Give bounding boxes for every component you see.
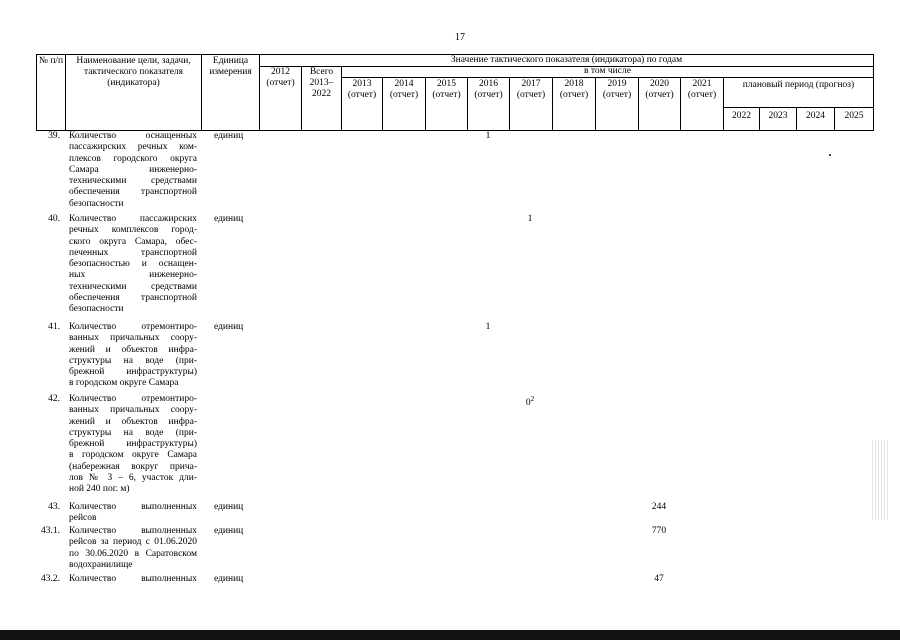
header-year-2021: 2021 (отчет)	[687, 79, 717, 100]
row-number: 43.2.	[41, 574, 60, 584]
header-unit: Единица измерения	[209, 56, 252, 77]
header-name: Наименование цели, задачи, тактического показателя (индикатора)	[76, 56, 191, 88]
header-2012: 2012 (отчет)	[266, 67, 295, 88]
row-unit: единиц	[214, 322, 244, 332]
row-name: Количество выполненных рейсов	[69, 502, 197, 524]
row-name: Количество выполненных рейсов за период с 01.06.2020 по 30.06.2020 в Саратовском водохранилище	[69, 526, 197, 570]
header-values-title: Значение тактического показателя (индикатора) по годам	[450, 55, 683, 65]
row-value: 1	[485, 131, 491, 141]
row-unit: единиц	[214, 502, 244, 512]
row-value: 244	[651, 502, 667, 512]
scan-speck	[829, 154, 831, 156]
header-year-2020: 2020 (отчет)	[645, 79, 674, 100]
row-value: 47	[654, 574, 664, 584]
scan-noise	[872, 440, 890, 520]
row-unit: единиц	[214, 574, 244, 584]
row-number: 43.1.	[41, 526, 60, 536]
row-value: 1	[485, 322, 491, 332]
header-total: Всего 2013– 2022	[309, 67, 334, 99]
header-year-2014: 2014 (отчет)	[389, 79, 419, 100]
row-number: 39.	[48, 131, 60, 141]
header-plan-2025: 2025	[844, 111, 864, 121]
row-value-number: 0	[525, 398, 531, 409]
row-name: Количество пассажирских речных комплексов город- ского округа Самара, обес- печенных транспортной безопасностью и оснащен- ных инженерно- техническими средствами обеспечения транспортной безопасности	[69, 214, 197, 315]
row-name: Количество выполненных	[69, 574, 197, 584]
header-year-2019: 2019 (отчет)	[602, 79, 632, 100]
footnote-marker: 2	[530, 395, 535, 403]
row-value	[510, 394, 550, 409]
header-plan-2024: 2024	[806, 111, 825, 121]
page-number: 17	[455, 32, 465, 43]
row-value: 770	[651, 526, 667, 536]
row-number: 42.	[48, 394, 60, 404]
row-number: 43.	[48, 502, 60, 512]
row-name: Количество оснащенных пассажирских речных ком- плексов городского округа Самара инженерно- техническими средствами обеспечения транспортной безопасности	[69, 131, 197, 209]
header-num: № п/п	[38, 56, 64, 66]
row-number: 41.	[48, 322, 60, 332]
row-value: 1	[527, 214, 533, 224]
row-unit: единиц	[214, 214, 244, 224]
header-year-2017: 2017 (отчет)	[516, 79, 546, 100]
header-year-2015: 2015 (отчет)	[432, 79, 461, 100]
header-year-2016: 2016 (отчет)	[474, 79, 503, 100]
header-plan-title: плановый период (прогноз)	[742, 80, 855, 90]
header-year-2013: 2013 (отчет)	[347, 79, 377, 100]
row-number: 40.	[48, 214, 60, 224]
row-name: Количество отремонтиро- ванных причальных соору- жений и объектов инфра- структуры на воде (при- брежной инфраструктуры) в городском округе Самара (набережная вокруг прича- лов № 3 – 6, участок дли- ной 240 пог. м)	[69, 394, 197, 495]
header-year-2018: 2018 (отчет)	[559, 79, 589, 100]
header-plan-2023: 2023	[768, 111, 788, 121]
header-including: в том числе	[584, 66, 631, 76]
row-name: Количество отремонтиро- ванных причальных соору- жений и объектов инфра- структуры на воде (при- брежной инфраструктуры) в городском округе Самара	[69, 322, 197, 389]
scan-bottom-edge	[0, 630, 900, 640]
row-unit: единиц	[214, 526, 244, 536]
header-plan-2022: 2022	[732, 111, 751, 121]
row-unit: единиц	[214, 131, 244, 141]
